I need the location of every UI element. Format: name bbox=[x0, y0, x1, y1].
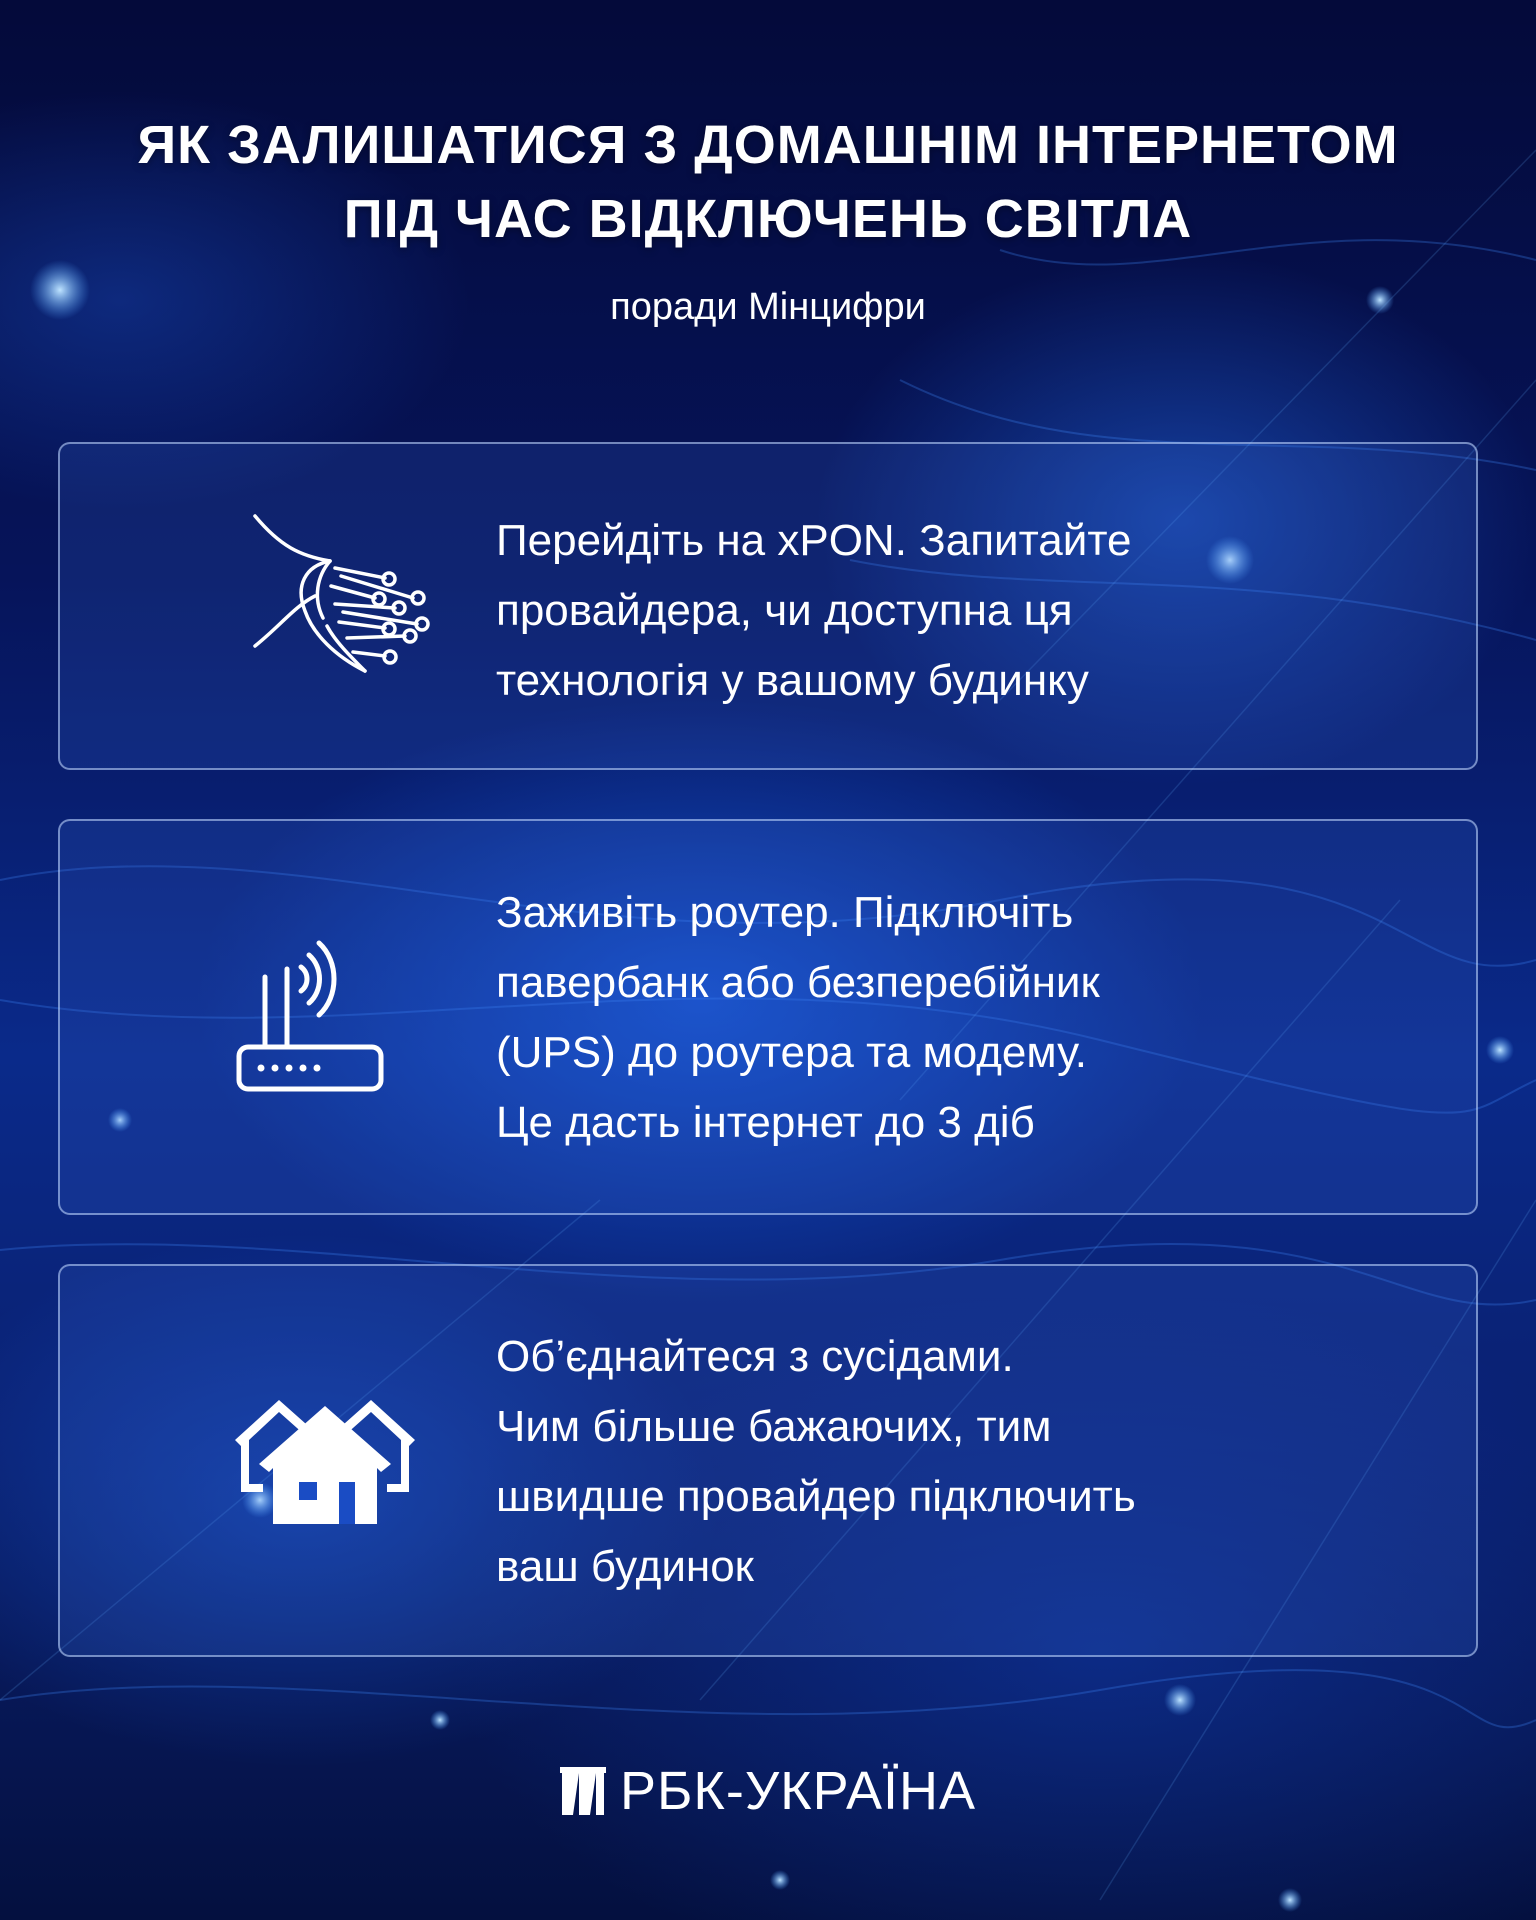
tip-line: Перейдіть на xPON. Запитайте bbox=[496, 516, 1132, 565]
wifi-router-icon bbox=[235, 939, 395, 1104]
tip-line: павербанк або безперебійник bbox=[496, 958, 1100, 1007]
houses-icon bbox=[235, 1396, 415, 1531]
page-title bbox=[0, 108, 1536, 256]
tip-line: технологія у вашому будинку bbox=[496, 656, 1089, 705]
tip-line: (UPS) до роутера та модему. bbox=[496, 1028, 1087, 1077]
page-title-line-2: ПІД ЧАС ВІДКЛЮЧЕНЬ СВІТЛА bbox=[343, 189, 1193, 249]
tip-line: Це дасть інтернет до 3 діб bbox=[496, 1098, 1035, 1147]
logo-text: РБК-УКРАЇНА bbox=[619, 1761, 977, 1821]
tip-card-router bbox=[58, 819, 1478, 1215]
page-subtitle: поради Мінцифри bbox=[610, 286, 926, 328]
page-title-line-1: ЯК ЗАЛИШАТИСЯ З ДОМАШНІМ ІНТЕРНЕТОМ bbox=[137, 115, 1399, 175]
tip-line: Чим більше бажаючих, тим bbox=[496, 1402, 1052, 1451]
tip-card-xpon bbox=[58, 442, 1478, 770]
tip-line: провайдера, чи доступна ця bbox=[496, 586, 1073, 635]
tip-text-neighbors bbox=[496, 1322, 1396, 1602]
tip-line: швидше провайдер підключить bbox=[496, 1472, 1136, 1521]
tip-text-router bbox=[496, 878, 1396, 1158]
fiber-optic-hand-icon bbox=[235, 506, 475, 711]
rbc-logo-mark-icon bbox=[560, 1767, 606, 1815]
tip-text-xpon bbox=[496, 506, 1396, 716]
tip-line: Заживіть роутер. Підключіть bbox=[496, 888, 1074, 937]
tip-line: ваш будинок bbox=[496, 1542, 754, 1591]
tip-card-neighbors bbox=[58, 1264, 1478, 1657]
rbc-ukraine-logo bbox=[0, 1760, 1536, 1822]
tip-line: Об’єднайтеся з сусідами. bbox=[496, 1332, 1014, 1381]
